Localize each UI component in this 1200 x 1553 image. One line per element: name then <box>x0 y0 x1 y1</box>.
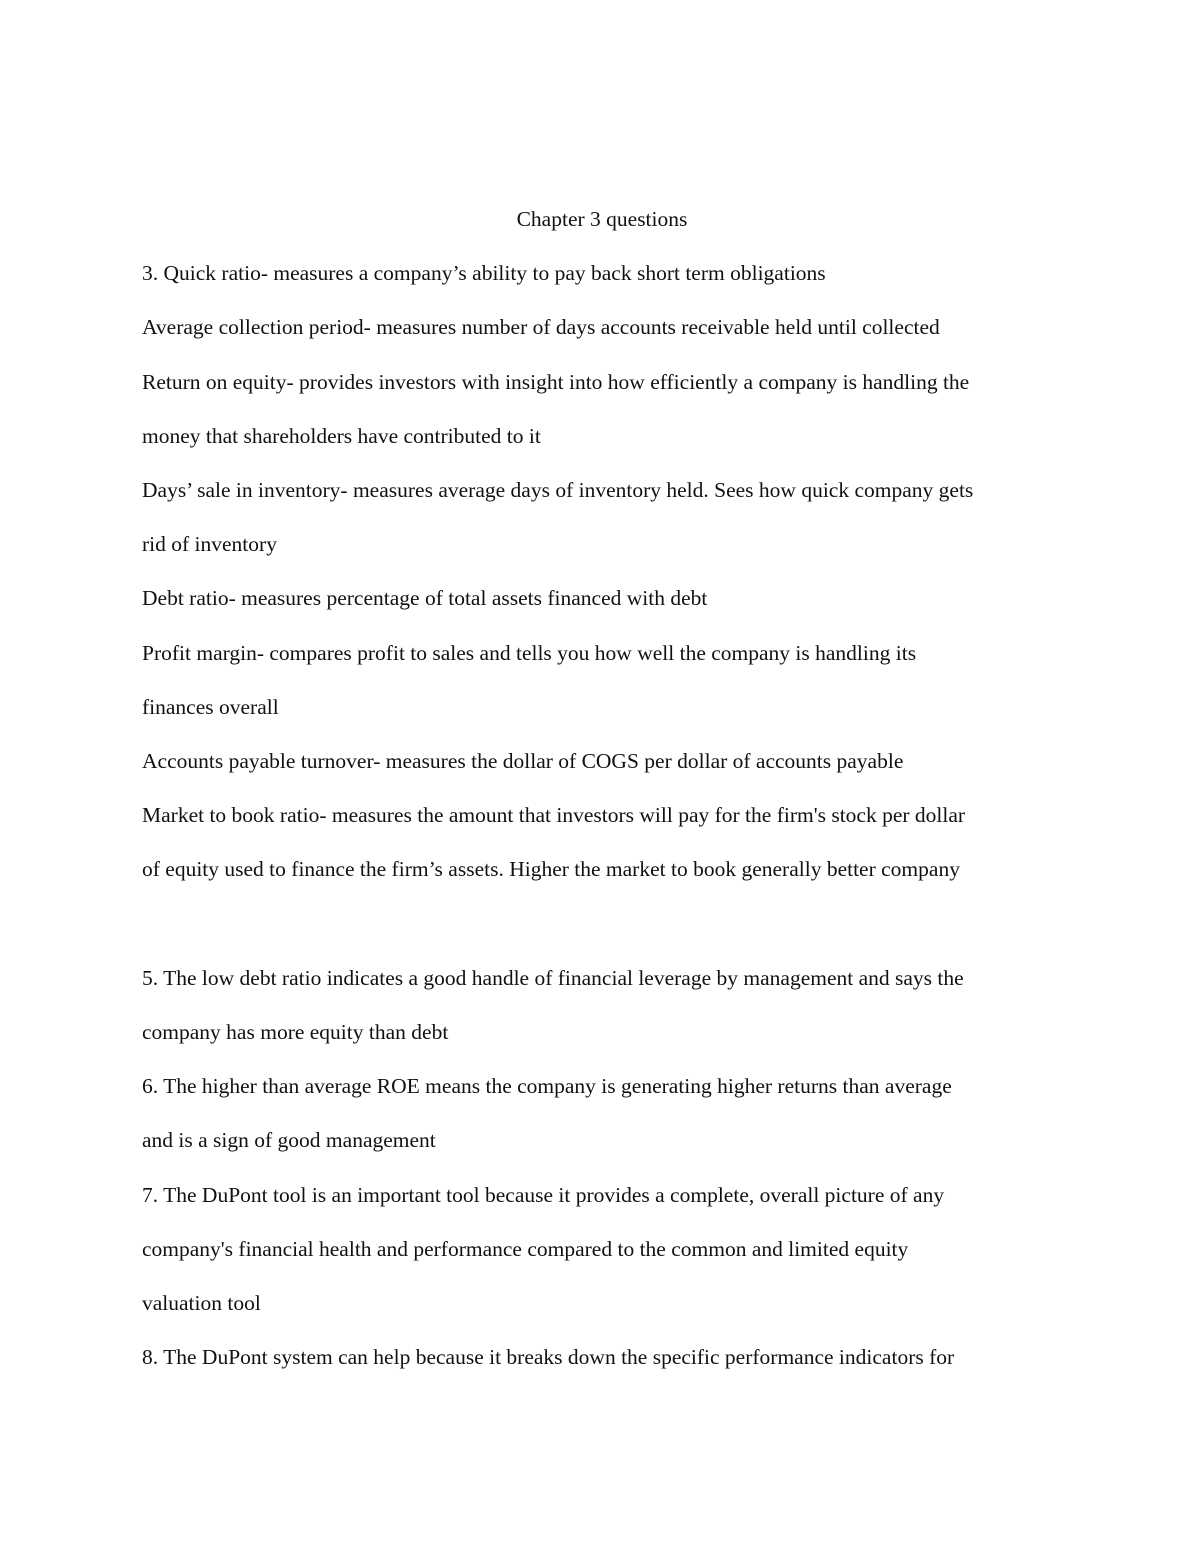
answer-5: 5. The low debt ratio indicates a good handle of financial leverage by management and says the <box>142 965 964 990</box>
answer-3-market-to-book-ratio-cont: of equity used to finance the firm’s assets. Higher the market to book generally better company <box>142 857 960 882</box>
answer-7-cont-2: valuation tool <box>142 1291 261 1316</box>
answer-5-cont: company has more equity than debt <box>142 1020 449 1045</box>
answer-3-profit-margin: Profit margin- compares profit to sales and tells you how well the company is handling its <box>142 640 917 665</box>
answer-3-debt-ratio: Debt ratio- measures percentage of total assets financed with debt <box>142 586 708 611</box>
document-title: Chapter 3 questions <box>516 207 688 231</box>
answer-3-days-sale-in-inventory: Days’ sale in inventory- measures average days of inventory held. Sees how quick company gets <box>142 478 974 503</box>
answer-7-cont: company's financial health and performance compared to the common and limited equity <box>142 1236 909 1261</box>
answer-3-accounts-payable-turnover: Accounts payable turnover- measures the dollar of COGS per dollar of accounts payable <box>142 749 904 774</box>
answer-8: 8. The DuPont system can help because it breaks down the specific performance indicators for <box>142 1345 955 1370</box>
blank-line <box>142 897 1062 951</box>
answer-6: 6. The higher than average ROE means the company is generating higher returns than average <box>142 1074 952 1099</box>
document-body <box>142 192 1062 1384</box>
answer-3-return-on-equity-cont: money that shareholders have contributed to it <box>142 423 541 448</box>
answer-3-average-collection-period: Average collection period- measures number of days accounts receivable held until collected <box>142 315 940 340</box>
answer-7: 7. The DuPont tool is an important tool because it provides a complete, overall picture of any <box>142 1182 945 1207</box>
answer-3-return-on-equity: Return on equity- provides investors with insight into how efficiently a company is handling the <box>142 369 970 394</box>
answer-3-days-sale-in-inventory-cont: rid of inventory <box>142 532 277 557</box>
answer-3-quick-ratio: 3. Quick ratio- measures a company’s ability to pay back short term obligations <box>142 261 826 286</box>
answer-6-cont: and is a sign of good management <box>142 1128 436 1153</box>
answer-3-market-to-book-ratio: Market to book ratio- measures the amount that investors will pay for the firm's stock per dollar <box>142 803 966 828</box>
answer-3-profit-margin-cont: finances overall <box>142 694 279 719</box>
